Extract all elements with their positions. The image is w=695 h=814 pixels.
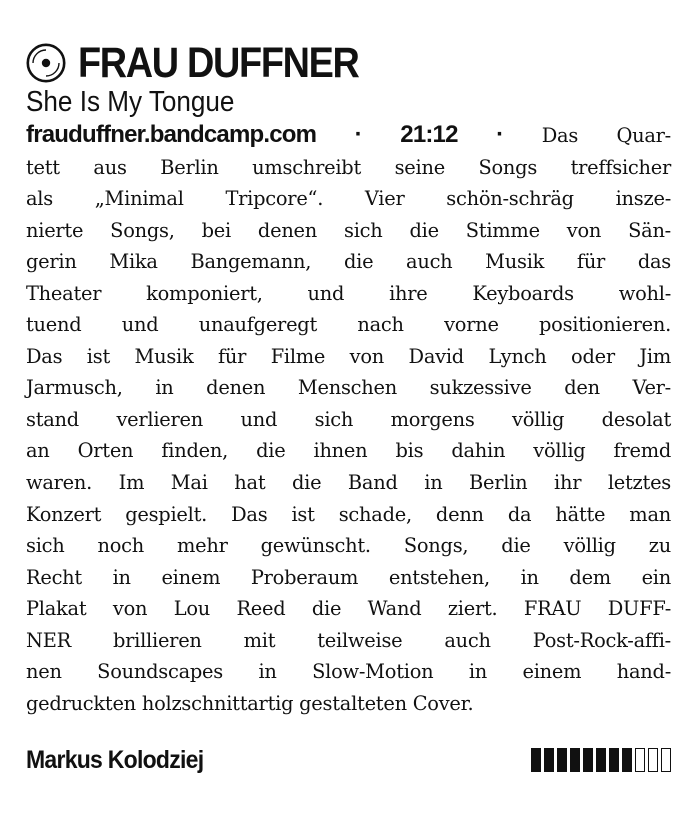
duration: 21:12 [400,121,458,148]
body-line: gedruckten holzschnittartig gestalteten Cover. [26,691,474,715]
body-line-first [26,119,671,152]
vinyl-record-icon [26,43,66,83]
rating-segment-filled [609,748,619,772]
rating-segment-filled [544,748,554,772]
body-line: Recht in einem Proberaum entstehen, in dem ein [26,565,671,589]
body-line: Jarmusch, in denen Menschen sukzessive den Ver- [26,376,671,400]
body-line: tuend und unaufgeregt nach vorne positionieren. [26,313,671,337]
rating-segment-filled [622,748,632,772]
body-line: als „Minimal Tripcore“. Vier schön-schräg insze- [26,187,671,211]
body-line: nierte Songs, bei denen sich die Stimme von Sän- [26,218,671,242]
body-text: Das Quar- [541,124,671,147]
body-line: Konzert gespielt. Das ist schade, denn da hätte man [26,502,671,526]
website-link[interactable]: frauduffner.bandcamp.com [26,121,317,148]
rating-segment-filled [596,748,606,772]
body-line: Das ist Musik für Filme von David Lynch oder Jim [26,344,671,368]
album-title: She Is My Tongue [26,86,235,118]
rating-segment-empty [661,748,671,772]
rating-segment-filled [583,748,593,772]
rating-segment-empty [648,748,658,772]
body-line: tett aus Berlin umschreibt seine Songs treffsicher [26,155,671,179]
review-footer [26,742,671,778]
body-line: gerin Mika Bangemann, die auch Musik für das [26,250,671,274]
rating-segment-filled [531,748,541,772]
body-line: Theater komponiert, und ihre Keyboards wohl- [26,281,671,305]
rating-segment-filled [557,748,567,772]
body-line: stand verlieren und sich morgens völlig desolat [26,407,671,431]
review-header [26,38,671,88]
rating-segment-empty [635,748,645,772]
author-name: Markus Kolodziej [26,746,204,774]
body-line: Plakat von Lou Reed die Wand ziert. FRAU DUFF- [26,597,671,621]
body-line: waren. Im Mai hat die Band in Berlin ihr letztes [26,471,671,495]
separator: · [354,121,362,148]
rating-segment-filled [570,748,580,772]
review-body [26,119,671,719]
body-line: an Orten finden, die ihnen bis dahin völlig fremd [26,439,671,463]
body-line: sich noch mehr gewünscht. Songs, die völlig zu [26,534,671,558]
artist-name: FRAU DUFFNER [78,39,359,87]
body-line: NER brillieren mit teilweise auch Post-Rock-affi- [26,628,671,652]
separator: · [496,121,504,148]
body-line: nen Soundscapes in Slow-Motion in einem hand- [26,660,671,684]
rating-bar [531,748,671,772]
review-article [26,38,671,719]
